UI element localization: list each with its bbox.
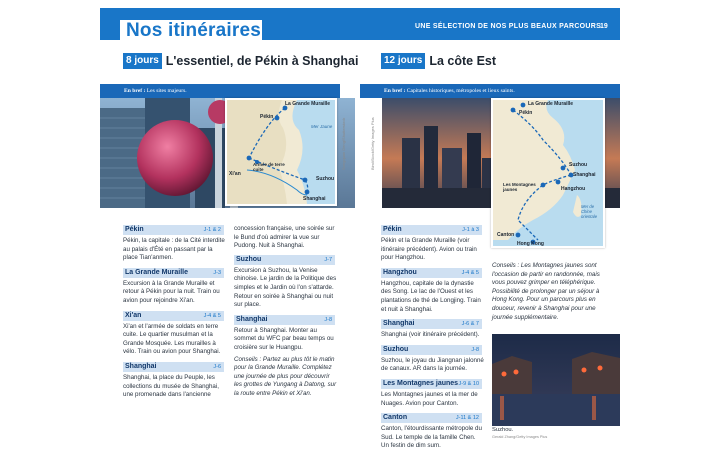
right-map-city-5: Hangzhou	[561, 186, 586, 192]
step-name: Shanghai	[236, 315, 268, 323]
right-summary-bar	[360, 84, 620, 98]
right-map-sea: Mer de Chine orientale	[581, 204, 598, 219]
right-steps-column-1	[381, 225, 484, 451]
left-duration-badge: 8 jours	[123, 53, 162, 69]
step-text: Canton, l'étourdissante métropole du Sud. Le temple de la famille Chen. Un festin de dim sum.	[381, 425, 482, 450]
step-block	[123, 362, 226, 400]
step-name: La Grande Muraille	[125, 268, 189, 276]
step-name: Canton	[383, 414, 408, 422]
right-map-city-3: Suzhou	[569, 162, 588, 168]
step-name: Pékin	[125, 226, 144, 233]
right-map-city-4: Shanghai	[573, 172, 596, 178]
left-map-city-1: La Grande Muraille	[285, 101, 331, 107]
step-name: Xi'an	[125, 311, 142, 319]
step-name: Suzhou	[236, 255, 262, 263]
left-itinerary-heading	[123, 53, 358, 69]
step-block	[381, 319, 484, 340]
right-map-city-8: Hong Kong	[517, 241, 544, 247]
step-heading	[123, 268, 224, 278]
step-days: J-11 & 12	[455, 415, 479, 422]
step-text: Shanghai, la place du Peuple, les collections du musée de Shanghai, une promenade dans l'ancienne	[123, 373, 219, 399]
left-map-city-2: Pékin	[260, 114, 274, 120]
page-number: 19	[600, 23, 608, 30]
step-block	[234, 255, 337, 310]
right-photo-credit: Bim/iStock/Getty Images Plus	[370, 117, 375, 170]
step-text: Excursion à la Grande Muraille et retour à Pékin pour la nuit. Train ou avion pour rejoindre Xi'an.	[123, 279, 220, 304]
step-heading	[123, 311, 224, 321]
step-heading	[381, 345, 482, 355]
step-heading	[123, 362, 224, 372]
left-map-sea: Mer Jaune	[311, 124, 333, 129]
left-steps-column-2	[234, 225, 337, 399]
step-text: Hangzhou, capitale de la dynastie des Song. Le lac de l'Ouest et les plantations de thé de Longjing. Train et nuit à Shanghai.	[381, 279, 481, 313]
step-block	[381, 225, 484, 263]
step-days: J-8	[324, 316, 332, 323]
left-steps-column-1	[123, 225, 226, 400]
step-heading	[381, 379, 482, 389]
right-map-city-7: Canton	[497, 232, 515, 238]
header-tagline: UNE SÉLECTION DE NOS PLUS BEAUX PARCOURS	[415, 23, 602, 30]
step-heading	[234, 255, 335, 265]
step-heading	[381, 225, 482, 235]
step-name: Hangzhou	[383, 268, 417, 276]
suzhou-photo-credit: Gerald Zhang/Getty Images Plus	[492, 435, 548, 439]
step-block	[234, 315, 337, 353]
step-block	[381, 345, 484, 374]
page-title: Nos itinéraires	[126, 20, 261, 41]
step-days: J-7	[324, 256, 332, 263]
step-text: Suzhou, le joyau du Jiangnan jalonné de canaux. AR dans la journée.	[381, 356, 484, 373]
step-days: J-1 & 2	[203, 227, 221, 233]
right-itinerary-heading	[381, 53, 496, 69]
right-map-city-2: La Grande Muraille	[528, 101, 574, 107]
step-days: J-4 & 5	[203, 312, 221, 319]
step-heading	[234, 315, 335, 325]
left-route-map	[225, 98, 337, 206]
step-text: Pékin, la capitale : de la Cité interdite au palais d'Été en passant par la place Tian'anmen.	[123, 237, 225, 262]
step-block	[123, 311, 226, 357]
step-heading	[123, 225, 224, 235]
step-days: J-4 & 5	[461, 269, 479, 276]
left-itinerary-title: L'essentiel, de Pékin à Shanghai	[165, 54, 359, 68]
right-route-map	[491, 98, 605, 248]
right-duration-badge: 12 jours	[381, 53, 425, 69]
step-days: J-3	[213, 269, 221, 276]
step-text: Les Montagnes jaunes et la mer de Nuages. Avion pour Canton.	[381, 390, 478, 407]
left-map-city-6: Shanghai	[303, 196, 326, 202]
step-heading	[381, 413, 482, 423]
step-text: Shanghai (voir itinéraire précédent).	[381, 331, 480, 339]
right-map-city-1: Pékin	[519, 110, 533, 116]
step-block	[381, 379, 484, 408]
step-name: Shanghai	[383, 320, 415, 328]
step-days: J-9 & 10	[458, 380, 479, 387]
right-advice-note: Conseils : Les Montagnes jaunes sont l'occasion de partir en randonnée, mais vous pouvez grimper en téléphérique. Possibilité de prolonger par un séjour à Hong Kong. Pour un parcours plus en douceur, revenir à Shanghai pour une journée supplémentaire.	[492, 262, 600, 321]
step-heading	[381, 319, 482, 329]
right-summary-label: En bref :	[384, 88, 406, 94]
step-days: J-6	[213, 363, 221, 370]
step-days: J-8	[471, 346, 479, 353]
left-summary-bar	[100, 84, 340, 98]
step-text: Pékin et la Grande Muraille (voir itinéraire précédent). Avion ou train pour Hangzhou.	[381, 237, 477, 262]
left-map-city-4: Armée de terre cuite	[253, 162, 285, 172]
step-name: Shanghai	[125, 362, 157, 370]
left-map-city-5: Suzhou	[316, 176, 335, 182]
step-name: Suzhou	[383, 345, 409, 353]
step-text: Xi'an et l'armée de soldats en terre cuite. Le quartier musulman et la Grande Mosquée. Les murailles à vélo. Train ou avion pour Shanghai.	[123, 322, 221, 356]
right-summary-text: Capitales historiques, métropoles et lieux saints.	[405, 88, 515, 94]
step-text: Excursion à Suzhou, la Venise chinoise. Le jardin de la Politique des simples et le Jardin où l'on s'attarde. Retour en soirée à Shanghai ou nuit sur place.	[234, 266, 337, 309]
suzhou-caption: Suzhou.	[492, 427, 514, 433]
suzhou-photo	[492, 334, 620, 426]
step-block	[381, 413, 484, 451]
step-days: J-6 & 7	[461, 321, 479, 328]
step-block	[123, 268, 226, 306]
left-summary-label: En bref :	[124, 88, 146, 94]
step-heading	[381, 268, 482, 278]
step-continuation: concession française, une soirée sur le Bund d'où admirer la vue sur Pudong. Nuit à Shanghai.	[234, 225, 335, 250]
right-itinerary-title: La côte Est	[429, 54, 497, 68]
step-days: J-1 à 3	[462, 227, 479, 233]
step-block	[381, 268, 484, 314]
left-summary-text: Les sites majeurs.	[145, 88, 187, 94]
step-name: Les Montagnes jaunes	[383, 379, 459, 387]
right-map-city-6: Les Montagnes jaunes	[503, 182, 536, 192]
step-name: Pékin	[383, 226, 402, 233]
left-map-city-3: Xi'an	[229, 171, 241, 177]
step-block	[123, 225, 226, 263]
left-photo-credit: Songquan Deng/Shutterstock	[341, 117, 346, 170]
left-advice-note: Conseils : Partez au plus tôt le matin pour la Grande Muraille. Complétez une journée de plus pour découvrir les grottes de Yungang à Datong, sur la route entre Pékin et Xi'an.	[234, 355, 337, 397]
step-text: Retour à Shanghai. Monter au sommet du WFC par beau temps ou croisière sur le Huangpu.	[234, 326, 334, 351]
